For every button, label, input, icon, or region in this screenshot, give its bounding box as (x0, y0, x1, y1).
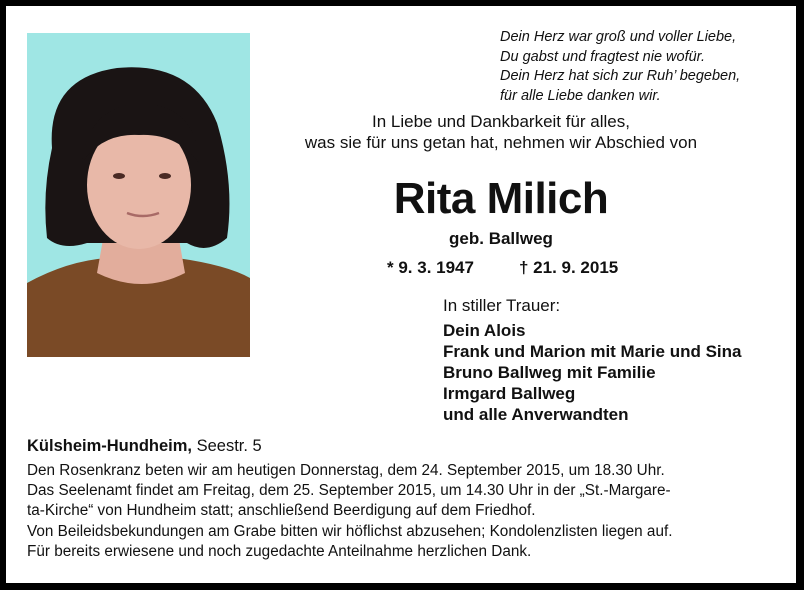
notice-line: ta-Kirche“ von Hundheim statt; anschließend Beerdigung auf dem Friedhof. (27, 502, 536, 520)
birth-date: * 9. 3. 1947 (387, 258, 474, 277)
notice-line: Den Rosenkranz beten wir am heutigen Donnerstag, dem 24. September 2015, um 18.30 Uhr. (27, 462, 665, 479)
address-place: Külsheim-Hundheim, (27, 437, 193, 455)
poem-line: für alle Liebe danken wir. (500, 87, 661, 104)
deceased-name: Rita Milich (393, 174, 609, 223)
mourner-item: Frank und Marion mit Marie und Sina (443, 342, 742, 361)
mourner-item: Bruno Ballweg mit Familie (443, 363, 656, 382)
obituary-card (6, 6, 796, 583)
mourner-item: Dein Alois (443, 321, 526, 340)
mourner-item: Irmgard Ballweg (443, 384, 576, 403)
mourner-item: und alle Anverwandten (443, 405, 629, 424)
address-street: Seestr. 5 (192, 437, 262, 455)
notice-line: Für bereits erwiesene und noch zugedachte Anteilnahme herzlichen Dank. (27, 542, 532, 560)
poem-line: Dein Herz war groß und voller Liebe, (500, 29, 737, 45)
address (27, 436, 262, 456)
mourners-section (443, 295, 803, 425)
notice-line: Das Seelenamt findet am Freitag, dem 25. September 2015, um 14.30 Uhr in der „St.-Margare- (27, 482, 671, 500)
portrait-image (27, 33, 250, 357)
intro-text (276, 111, 726, 153)
maiden-name: geb. Ballweg (449, 229, 553, 248)
mourners-list (443, 320, 803, 425)
poem (500, 28, 790, 106)
funeral-notice (27, 461, 797, 562)
poem-line: Du gabst und fragtest nie wofür. (500, 48, 705, 65)
mourners-heading: In stiller Trauer: (443, 296, 561, 315)
poem-line: Dein Herz hat sich zur Ruh’ begeben, (500, 68, 741, 84)
notice-line: Von Beileidsbekundungen am Grabe bitten wir höflichst abzusehen; Kondolenzlisten liegen auf. (27, 522, 673, 540)
intro-line: In Liebe und Dankbarkeit für alles, (372, 112, 630, 131)
intro-line: was sie für uns getan hat, nehmen wir Abschied von (304, 133, 698, 152)
portrait-photo (27, 33, 250, 357)
death-date: † 21. 9. 2015 (519, 258, 619, 277)
